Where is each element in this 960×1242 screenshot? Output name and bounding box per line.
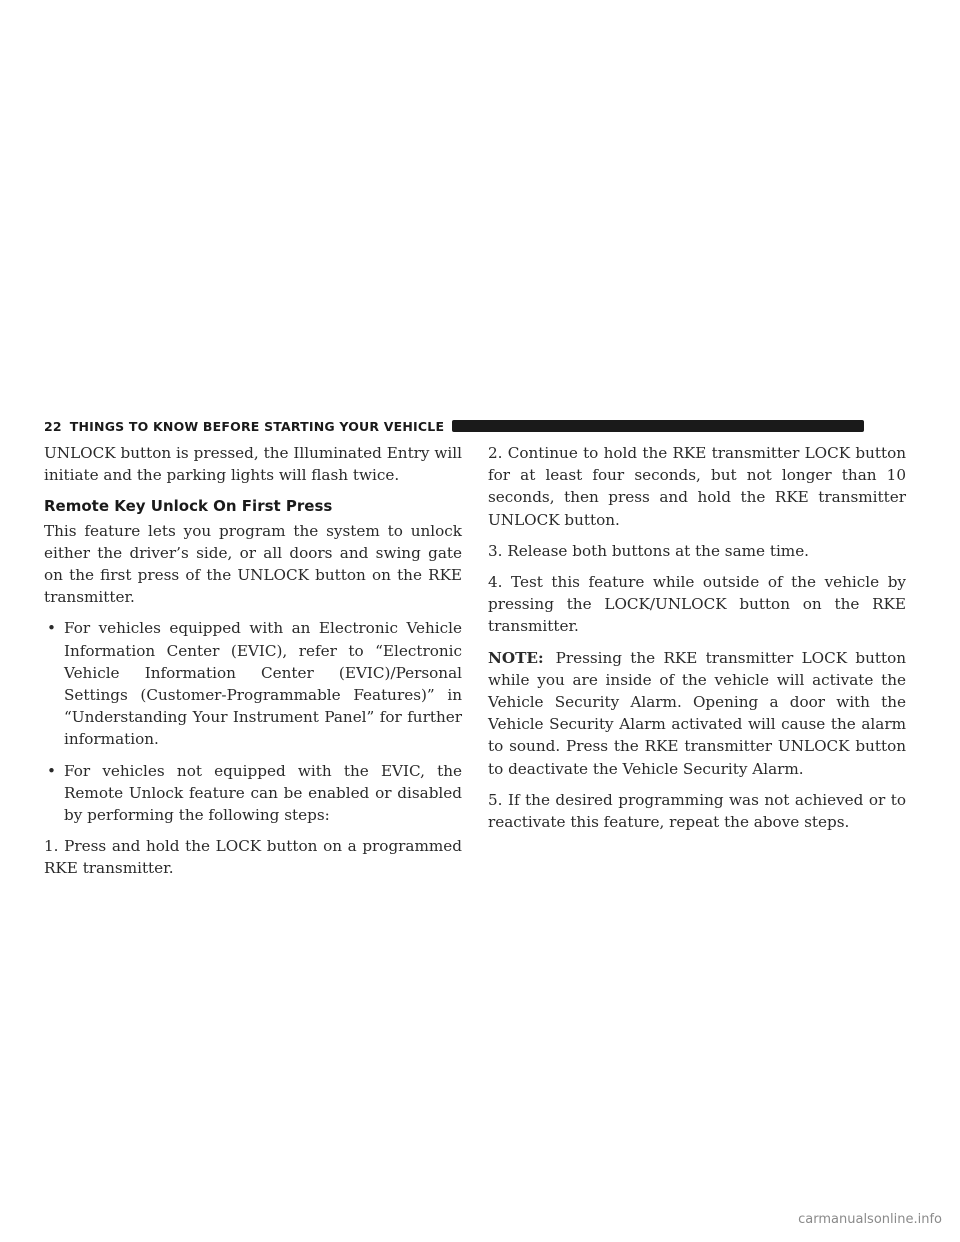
bullet-text: For vehicles equipped with an Electronic Vehicle Information Center (EVIC), refer to “Electronic Vehicle Information Center (EVIC)/Personal Settings (Customer-Programmable Features)” in “Understanding Your Instrument Panel” for further information. <box>64 619 462 749</box>
page-header <box>44 417 864 435</box>
section-title: THINGS TO KNOW BEFORE STARTING YOUR VEHICLE <box>69 418 445 434</box>
step-1: 1. Press and hold the LOCK button on a programmed RKE transmitter. <box>44 837 462 878</box>
page-number: 22 <box>44 418 62 434</box>
left-column <box>44 442 462 889</box>
bullet-icon: • <box>47 619 56 638</box>
header-rule <box>452 420 864 432</box>
section-heading: Remote Key Unlock On First Press <box>44 497 333 516</box>
step-5: 5. If the desired programming was not achieved or to reactivate this feature, repeat the above steps. <box>488 790 906 832</box>
description-paragraph: This feature lets you program the system to unlock either the driver’s side, or all doors and swing gate on the first press of the UNLOCK button on the RKE transmitter. <box>44 521 462 607</box>
note-label: NOTE: <box>488 648 544 667</box>
bullet-icon: • <box>47 761 56 780</box>
list-item <box>44 617 462 750</box>
step-2: 2. Continue to hold the RKE transmitter LOCK button for at least four seconds, but not longer than 10 seconds, then press and hold the RKE transmitter UNLOCK button. <box>488 444 906 529</box>
bullet-list <box>44 617 462 826</box>
step-3: 3. Release both buttons at the same time. <box>488 541 810 560</box>
note-paragraph <box>488 647 906 780</box>
watermark: carmanualsonline.info <box>798 1212 942 1227</box>
right-column <box>488 442 906 842</box>
note-text: Pressing the RKE transmitter LOCK button while you are inside of the vehicle will activate the Vehicle Security Alarm. Opening a door with the Vehicle Security Alarm activated will cause the alarm to sound. Press the RKE transmitter UNLOCK button to deactivate the Vehicle Security Alarm. <box>488 648 906 778</box>
bullet-text: For vehicles not equipped with the EVIC, the Remote Unlock feature can be enabled or disabled by performing the following steps: <box>64 761 462 825</box>
intro-paragraph: UNLOCK button is pressed, the Illuminated Entry will initiate and the parking lights will flash twice. <box>44 444 462 485</box>
step-4: 4. Test this feature while outside of the vehicle by pressing the LOCK/UNLOCK button on the RKE transmitter. <box>488 573 906 636</box>
list-item <box>44 760 462 827</box>
